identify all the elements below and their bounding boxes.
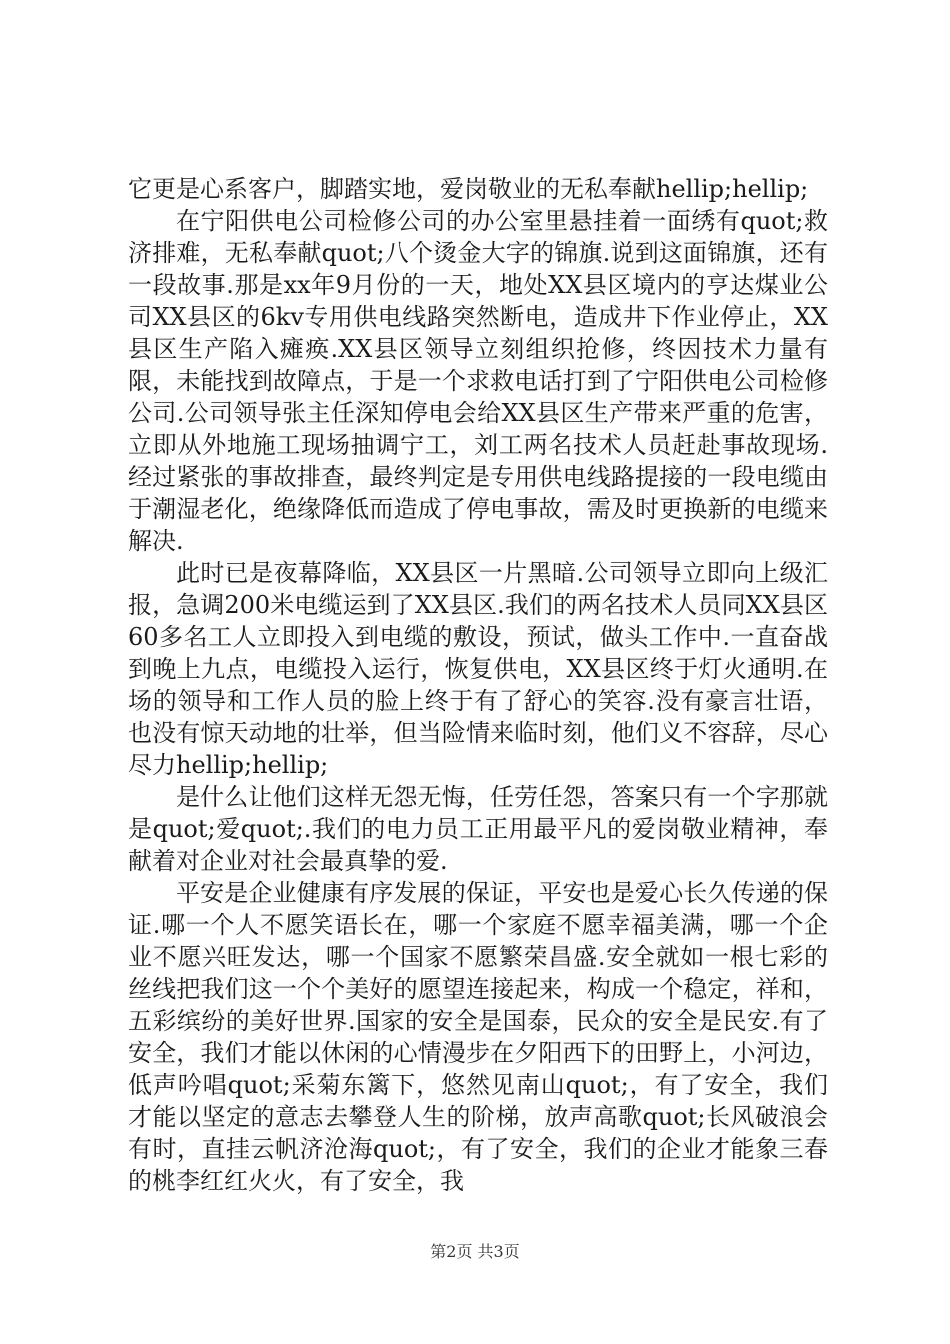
document-body bbox=[128, 173, 828, 1197]
paragraph-2: 在宁阳供电公司检修公司的办公室里悬挂着一面绣有quot;救济排难，无私奉献quot;八个烫金大字的锦旗.说到这面锦旗，还有一段故事.那是xx年9月份的一天，地处XX县区境内的亨达煤业公司XX县区的6kv专用供电线路突然断电，造成井下作业停止，XX县区生产陷入瘫痪.XX县区领导立刻组织抢修，终因技术力量有限，未能找到故障点，于是一个求救电话打到了宁阳供电公司检修公司.公司领导张主任深知停电会给XX县区生产带来严重的危害，立即从外地施工现场抽调宁工，刘工两名技术人员赶赴事故现场.经过紧张的事故排查，最终判定是专用供电线路提接的一段电缆由于潮湿老化，绝缘降低而造成了停电事故，需及时更换新的电缆来解决. bbox=[128, 207, 828, 555]
paragraph-1: 它更是心系客户，脚踏实地，爱岗敬业的无私奉献hellip;hellip; bbox=[128, 175, 809, 203]
paragraph-5: 平安是企业健康有序发展的保证，平安也是爱心长久传递的保证.哪一个人不愿笑语长在，哪一个家庭不愿幸福美满，哪一个企业不愿兴旺发达，哪一个国家不愿繁荣昌盛.安全就如一根七彩的丝线把我们这一个个美好的愿望连接起来，构成一个稳定，祥和，五彩缤纷的美好世界.国家的安全是国泰，民众的安全是民安.有了安全，我们才能以休闲的心情漫步在夕阳西下的田野上，小河边，低声吟唱quot;采菊东篱下，悠然见南山quot;，有了安全，我们才能以坚定的意志去攀登人生的阶梯，放声高歌quot;长风破浪会有时，直挂云帆济沧海quot;，有了安全，我们的企业才能象三春的桃李红红火火，有了安全，我 bbox=[128, 879, 828, 1195]
page-number-footer: 第2页 共3页 bbox=[430, 1242, 520, 1261]
paragraph-3: 此时已是夜幕降临，XX县区一片黑暗.公司领导立即向上级汇报，急调200米电缆运到了XX县区.我们的两名技术人员同XX县区60多名工人立即投入到电缆的敷设，预试，做头工作中.一直奋战到晚上九点，电缆投入运行，恢复供电，XX县区终于灯火通明.在场的领导和工作人员的脸上终于有了舒心的笑容.没有豪言壮语，也没有惊天动地的壮举，但当险情来临时刻，他们义不容辞，尽心尽力hellip;hellip; bbox=[128, 559, 828, 779]
paragraph-4: 是什么让他们这样无怨无悔，任劳任怨，答案只有一个字那就是quot;爱quot;.我们的电力员工正用最平凡的爱岗敬业精神，奉献着对企业对社会最真挚的爱. bbox=[128, 783, 828, 875]
